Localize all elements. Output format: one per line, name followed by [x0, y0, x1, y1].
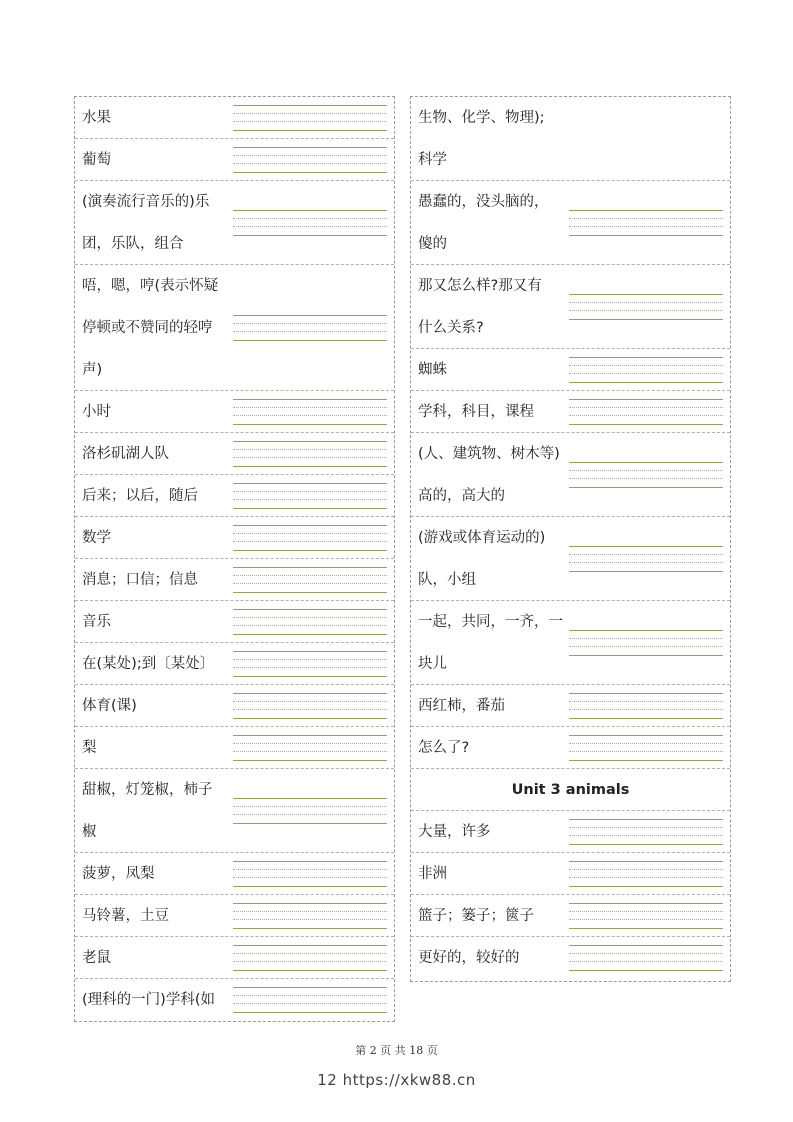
writing-line — [569, 571, 723, 572]
answer-writing-lines[interactable] — [233, 609, 387, 635]
writing-line — [233, 567, 387, 568]
writing-line — [233, 457, 387, 458]
writing-line — [569, 903, 723, 904]
answer-writing-lines[interactable] — [233, 567, 387, 593]
chinese-meaning: (游戏或体育运动的) — [418, 530, 546, 546]
chinese-meaning: (人、建筑物、树木等) — [418, 446, 560, 462]
answer-writing-lines[interactable] — [233, 483, 387, 509]
answer-writing-lines[interactable] — [569, 945, 723, 971]
chinese-meaning: 非洲 — [418, 866, 447, 882]
writing-line — [233, 995, 387, 996]
answer-writing-lines[interactable] — [233, 315, 387, 341]
vocab-row — [75, 181, 394, 265]
writing-line — [233, 340, 387, 341]
writing-line — [233, 466, 387, 467]
chinese-meaning: 停顿或不赞同的轻哼 — [82, 320, 213, 336]
answer-writing-lines[interactable] — [569, 210, 723, 236]
site-url[interactable]: 12 https://xkw88.cn — [317, 1071, 476, 1089]
writing-line — [233, 399, 387, 400]
writing-line — [569, 919, 723, 920]
writing-line — [233, 953, 387, 954]
writing-line — [233, 861, 387, 862]
vocab-row — [411, 685, 730, 727]
writing-line — [233, 407, 387, 408]
chinese-meaning: 学科，科目，课程 — [418, 404, 534, 420]
writing-line — [569, 945, 723, 946]
writing-line — [569, 415, 723, 416]
chinese-meaning: 块儿 — [418, 656, 447, 672]
writing-line — [233, 533, 387, 534]
chinese-meaning: (演奏流行音乐的)乐 — [82, 194, 210, 210]
answer-writing-lines[interactable] — [233, 987, 387, 1013]
chinese-meaning: 消息；口信；信息 — [82, 572, 198, 588]
writing-line — [569, 399, 723, 400]
answer-writing-lines[interactable] — [233, 945, 387, 971]
writing-line — [233, 491, 387, 492]
writing-line — [233, 550, 387, 551]
vocab-row — [75, 937, 394, 979]
writing-line — [233, 155, 387, 156]
vocab-row — [411, 601, 730, 685]
writing-line — [233, 508, 387, 509]
writing-line — [569, 827, 723, 828]
chinese-meaning: 一起，共同，一齐，一 — [418, 614, 563, 630]
chinese-meaning: 生物、化学、物理); — [418, 110, 545, 126]
writing-line — [233, 525, 387, 526]
writing-line — [233, 1012, 387, 1013]
vocab-row — [411, 433, 730, 517]
writing-line — [569, 424, 723, 425]
writing-line — [233, 424, 387, 425]
chinese-meaning: 篮子；篓子；篋子 — [418, 908, 534, 924]
writing-line — [569, 819, 723, 820]
vocab-row — [411, 727, 730, 769]
answer-writing-lines[interactable] — [569, 399, 723, 425]
vocab-row — [75, 601, 394, 643]
writing-line — [233, 987, 387, 988]
chinese-meaning: 团，乐队，组合 — [82, 236, 184, 252]
vocab-row — [75, 391, 394, 433]
writing-line — [569, 302, 723, 303]
writing-line — [569, 562, 723, 563]
writing-line — [233, 886, 387, 887]
vocab-row — [75, 685, 394, 727]
chinese-meaning: 愚蠢的，没头脑的， — [418, 194, 549, 210]
vocab-row — [75, 769, 394, 853]
writing-line — [233, 709, 387, 710]
writing-line — [233, 919, 387, 920]
writing-line — [569, 861, 723, 862]
writing-line — [569, 487, 723, 488]
answer-writing-lines[interactable] — [233, 798, 387, 824]
writing-line — [569, 470, 723, 471]
writing-line — [569, 877, 723, 878]
answer-writing-lines[interactable] — [569, 546, 723, 572]
writing-line — [233, 903, 387, 904]
writing-line — [569, 961, 723, 962]
writing-line — [233, 823, 387, 824]
vocab-row — [75, 97, 394, 139]
chinese-meaning: 更好的，较好的 — [418, 950, 520, 966]
chinese-meaning: 怎么了? — [418, 740, 470, 756]
chinese-meaning: 音乐 — [82, 614, 111, 630]
writing-line — [569, 701, 723, 702]
writing-line — [569, 310, 723, 311]
writing-line — [233, 945, 387, 946]
answer-writing-lines[interactable] — [569, 294, 723, 320]
writing-line — [233, 806, 387, 807]
answer-writing-lines[interactable] — [569, 462, 723, 488]
chinese-meaning: 老鼠 — [82, 950, 111, 966]
chinese-meaning: 后来；以后，随后 — [82, 488, 198, 504]
chinese-meaning: 唔，嗯，哼(表示怀疑 — [82, 278, 219, 294]
writing-line — [233, 743, 387, 744]
writing-line — [233, 163, 387, 164]
vocab-row — [411, 265, 730, 349]
chinese-meaning: 葡萄 — [82, 152, 111, 168]
answer-writing-lines[interactable] — [233, 441, 387, 467]
writing-line — [569, 751, 723, 752]
writing-line — [233, 877, 387, 878]
writing-line — [233, 218, 387, 219]
vocab-row — [75, 559, 394, 601]
writing-line — [233, 210, 387, 211]
vocab-row — [75, 475, 394, 517]
writing-line — [233, 415, 387, 416]
answer-writing-lines[interactable] — [569, 735, 723, 761]
writing-line — [233, 226, 387, 227]
vocab-row — [411, 181, 730, 265]
writing-line — [233, 235, 387, 236]
answer-writing-lines[interactable] — [569, 357, 723, 383]
writing-line — [569, 655, 723, 656]
writing-line — [233, 798, 387, 799]
chinese-meaning: 洛杉矶湖人队 — [82, 446, 169, 462]
writing-line — [569, 835, 723, 836]
writing-line — [233, 483, 387, 484]
writing-line — [233, 751, 387, 752]
writing-line — [233, 970, 387, 971]
section-heading-row — [411, 769, 730, 811]
answer-writing-lines[interactable] — [233, 147, 387, 173]
chinese-meaning: 声) — [82, 362, 103, 378]
vocab-row — [75, 643, 394, 685]
writing-line — [233, 441, 387, 442]
chinese-meaning: 水果 — [82, 110, 111, 126]
chinese-meaning: 甜椒，灯笼椒，柿子 — [82, 782, 213, 798]
writing-line — [233, 760, 387, 761]
vocab-row — [75, 433, 394, 475]
writing-line — [569, 638, 723, 639]
writing-line — [233, 928, 387, 929]
writing-line — [233, 634, 387, 635]
writing-line — [233, 911, 387, 912]
chinese-meaning: 那又怎么样?那又有 — [418, 278, 542, 294]
answer-writing-lines[interactable] — [569, 819, 723, 845]
writing-line — [569, 294, 723, 295]
answer-writing-lines[interactable] — [233, 210, 387, 236]
writing-line — [569, 554, 723, 555]
writing-line — [233, 541, 387, 542]
writing-line — [233, 676, 387, 677]
chinese-meaning: 科学 — [418, 152, 447, 168]
writing-line — [233, 172, 387, 173]
vocab-row — [411, 391, 730, 433]
writing-line — [569, 844, 723, 845]
writing-line — [569, 693, 723, 694]
vocab-row — [411, 517, 730, 601]
vocab-column-left — [74, 96, 395, 1022]
writing-line — [233, 575, 387, 576]
writing-line — [233, 331, 387, 332]
writing-line — [233, 147, 387, 148]
writing-line — [233, 130, 387, 131]
chinese-meaning: 菠萝，凤梨 — [82, 866, 155, 882]
page-number: 第 2 页 共 18 页 — [355, 1044, 438, 1057]
writing-line — [233, 449, 387, 450]
writing-line — [569, 218, 723, 219]
section-heading: Unit 3 animals — [511, 782, 630, 798]
chinese-meaning: 数学 — [82, 530, 111, 546]
writing-line — [233, 617, 387, 618]
answer-writing-lines[interactable] — [233, 735, 387, 761]
vocab-row — [75, 895, 394, 937]
writing-line — [233, 592, 387, 593]
writing-line — [233, 625, 387, 626]
answer-writing-lines[interactable] — [569, 861, 723, 887]
chinese-meaning: 高的，高大的 — [418, 488, 505, 504]
writing-line — [569, 319, 723, 320]
writing-line — [569, 210, 723, 211]
chinese-meaning: 椒 — [82, 824, 97, 840]
writing-line — [233, 961, 387, 962]
chinese-meaning: 队，小组 — [418, 572, 476, 588]
writing-line — [233, 113, 387, 114]
vocab-row — [75, 139, 394, 181]
answer-writing-lines[interactable] — [569, 903, 723, 929]
writing-line — [233, 323, 387, 324]
writing-line — [569, 462, 723, 463]
writing-line — [233, 735, 387, 736]
writing-line — [569, 718, 723, 719]
vocab-row — [411, 97, 730, 181]
chinese-meaning: 傻的 — [418, 236, 447, 252]
writing-line — [569, 373, 723, 374]
writing-line — [233, 583, 387, 584]
answer-writing-lines[interactable] — [233, 525, 387, 551]
chinese-meaning: 西红柿，番茄 — [418, 698, 505, 714]
writing-line — [569, 735, 723, 736]
vocab-column-right — [410, 96, 731, 982]
answer-writing-lines[interactable] — [233, 399, 387, 425]
chinese-meaning: 什么关系? — [418, 320, 484, 336]
writing-line — [569, 743, 723, 744]
writing-line — [569, 235, 723, 236]
chinese-meaning: 在(某处);到〔某处〕 — [82, 656, 215, 672]
writing-line — [569, 709, 723, 710]
chinese-meaning: 蜘蛛 — [418, 362, 447, 378]
writing-line — [569, 478, 723, 479]
writing-line — [569, 407, 723, 408]
writing-line — [233, 693, 387, 694]
writing-line — [233, 659, 387, 660]
answer-writing-lines[interactable] — [569, 630, 723, 656]
vocab-row — [75, 265, 394, 391]
answer-writing-lines[interactable] — [233, 861, 387, 887]
writing-line — [233, 499, 387, 500]
chinese-meaning: 马铃薯，土豆 — [82, 908, 169, 924]
writing-line — [569, 226, 723, 227]
writing-line — [233, 869, 387, 870]
chinese-meaning: 小时 — [82, 404, 111, 420]
answer-writing-lines[interactable] — [233, 903, 387, 929]
writing-line — [233, 315, 387, 316]
vocab-row — [75, 853, 394, 895]
answer-writing-lines[interactable] — [569, 693, 723, 719]
writing-line — [569, 646, 723, 647]
writing-line — [233, 609, 387, 610]
writing-line — [233, 718, 387, 719]
chinese-meaning: 梨 — [82, 740, 97, 756]
writing-line — [233, 1003, 387, 1004]
vocab-row — [75, 979, 394, 1021]
writing-line — [233, 105, 387, 106]
writing-line — [569, 911, 723, 912]
writing-line — [233, 701, 387, 702]
writing-line — [233, 121, 387, 122]
vocab-row — [411, 895, 730, 937]
vocab-row — [411, 349, 730, 391]
writing-line — [569, 970, 723, 971]
writing-line — [569, 546, 723, 547]
writing-line — [569, 928, 723, 929]
answer-writing-lines[interactable] — [233, 651, 387, 677]
writing-line — [569, 760, 723, 761]
writing-line — [569, 382, 723, 383]
writing-line — [569, 953, 723, 954]
writing-line — [569, 357, 723, 358]
writing-line — [569, 886, 723, 887]
vocab-row — [411, 853, 730, 895]
vocab-row — [75, 517, 394, 559]
writing-line — [233, 814, 387, 815]
chinese-meaning: 体育(课) — [82, 698, 137, 714]
writing-line — [233, 667, 387, 668]
answer-writing-lines[interactable] — [233, 693, 387, 719]
chinese-meaning: 大量，许多 — [418, 824, 491, 840]
writing-line — [569, 365, 723, 366]
vocab-row — [411, 811, 730, 853]
writing-line — [569, 630, 723, 631]
vocab-row — [75, 727, 394, 769]
writing-line — [569, 869, 723, 870]
chinese-meaning: (理科的一门)学科(如 — [82, 992, 215, 1008]
vocab-row — [411, 937, 730, 979]
answer-writing-lines[interactable] — [233, 105, 387, 131]
writing-line — [233, 651, 387, 652]
